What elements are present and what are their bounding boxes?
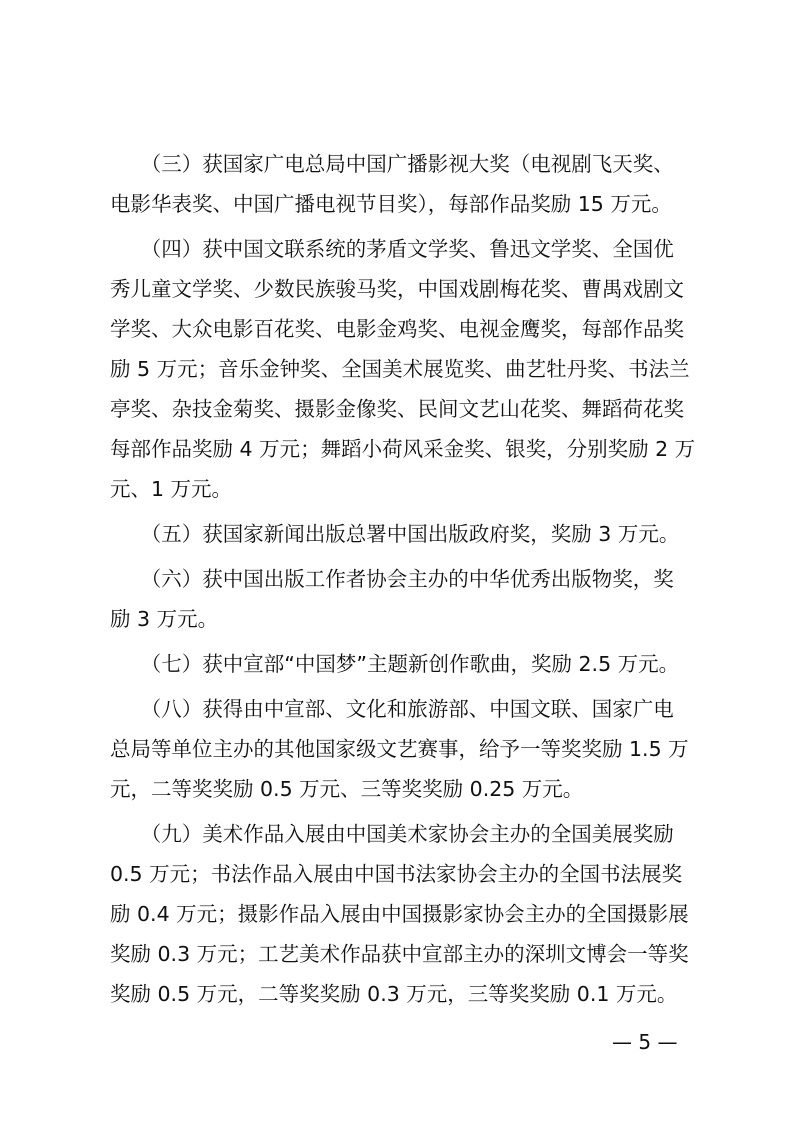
text-line-6: 励 5 万元；音乐金钟奖、全国美术展览奖、曲艺牡丹奖、书法兰 bbox=[110, 357, 690, 381]
text-line-16: 元，二等奖奖励 0.5 万元、三等奖奖励 0.25 万元。 bbox=[110, 777, 584, 801]
text-line-11: （六）获中国出版工作者协会主办的中华优秀出版物奖，奖 bbox=[110, 567, 674, 591]
text-line-10: （五）获国家新闻出版总署中国出版政府奖，奖励 3 万元。 bbox=[110, 522, 680, 546]
text-line-5: 学奖、大众电影百花奖、电影金鸡奖、电视金鹰奖，每部作品奖 bbox=[110, 317, 684, 341]
text-line-2: 电影华表奖、中国广播电视节目奖），每部作品奖励 15 万元。 bbox=[110, 192, 672, 216]
text-line-3: （四）获中国文联系统的茅盾文学奖、鲁迅文学奖、全国优 bbox=[110, 237, 674, 261]
text-line-1: （三）获国家广电总局中国广播影视大奖（电视剧飞天奖、 bbox=[110, 152, 674, 176]
text-line-4: 秀儿童文学奖、少数民族骏马奖，中国戏剧梅花奖、曹禺戏剧文 bbox=[110, 277, 684, 301]
text-line-15: 总局等单位主办的其他国家级文艺赛事，给予一等奖奖励 1.5 万 bbox=[110, 737, 689, 761]
text-line-17: （九）美术作品入展由中国美术家协会主办的全国美展奖励 bbox=[110, 822, 674, 846]
text-line-14: （八）获得由中宣部、文化和旅游部、中国文联、国家广电 bbox=[110, 697, 674, 721]
text-line-18: 0.5 万元；书法作品入展由中国书法家协会主办的全国书法展奖 bbox=[110, 862, 683, 886]
text-line-21: 奖励 0.5 万元，二等奖奖励 0.3 万元，三等奖奖励 0.1 万元。 bbox=[110, 982, 678, 1006]
document-body bbox=[110, 144, 695, 1014]
text-line-20: 奖励 0.3 万元；工艺美术作品获中宣部主办的深圳文博会一等奖 bbox=[110, 942, 689, 966]
text-line-8: 每部作品奖励 4 万元；舞蹈小荷风采金奖、银奖，分别奖励 2 万 bbox=[110, 437, 696, 461]
text-line-12: 励 3 万元。 bbox=[110, 607, 219, 631]
text-line-9: 元、1 万元。 bbox=[110, 477, 233, 501]
page-number: — 5 — bbox=[612, 1030, 678, 1054]
text-line-13: （七）获中宣部“中国梦”主题新创作歌曲，奖励 2.5 万元。 bbox=[110, 652, 680, 676]
text-line-19: 励 0.4 万元；摄影作品入展由中国摄影家协会主办的全国摄影展 bbox=[110, 902, 689, 926]
text-line-7: 亭奖、杂技金菊奖、摄影金像奖、民间文艺山花奖、舞蹈荷花奖 bbox=[110, 397, 684, 421]
